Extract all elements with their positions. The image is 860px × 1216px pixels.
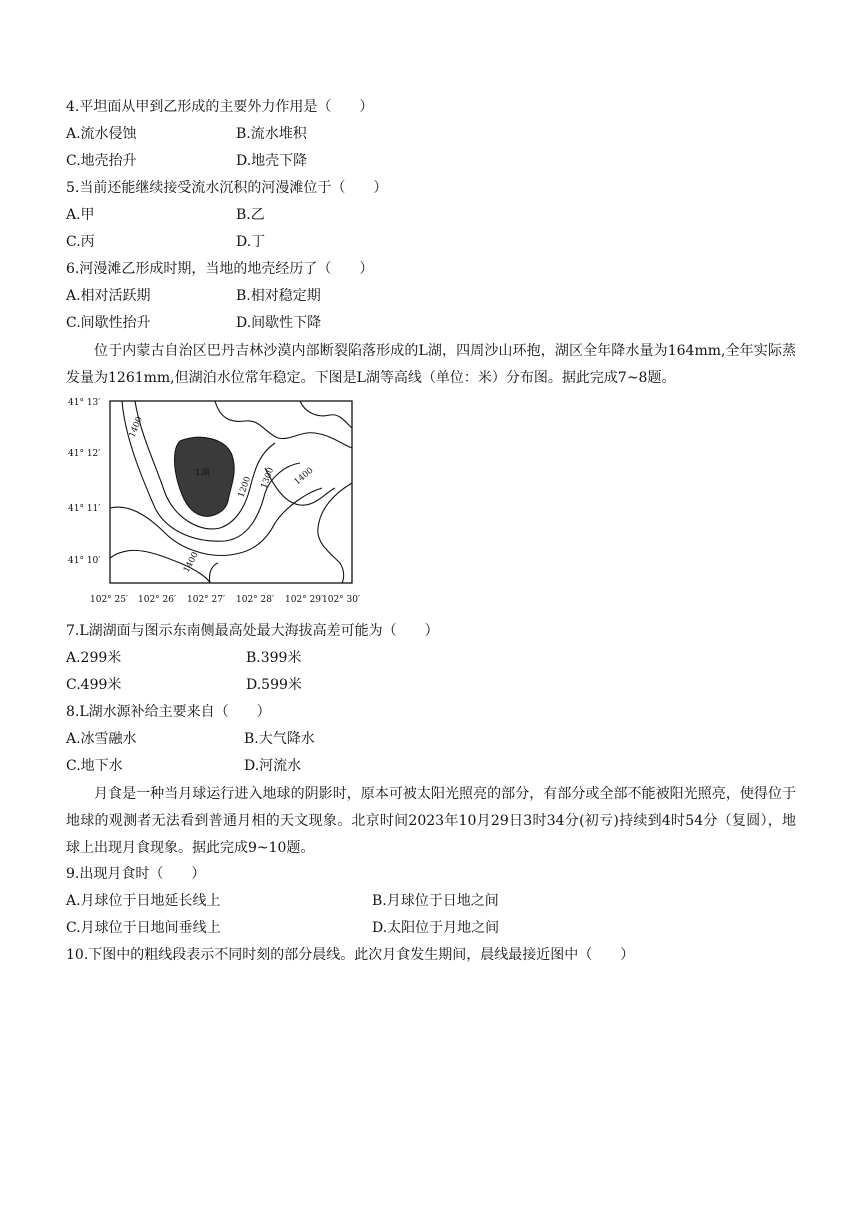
question-8-stem: 8.L湖水源补给主要来自（ ） [66,704,271,720]
passage-lake: 位于内蒙古自治区巴丹吉林沙漠内部断裂陷落形成的L湖，四周沙山环抱，湖区全年降水量为164mm,全年实际蒸发量为1261mm,但湖泊水位常年稳定。下图是L湖等高线（单位：米）分布图。据此完成7~8题。 [66,343,796,386]
question-5-stem: 5.当前还能继续接受流水沉积的河漫滩位于（ ） [66,180,388,196]
contour-label: 1400 [127,415,145,440]
question-9-stem: 9.出现月食时（ ） [66,866,206,882]
lon-label: 102° 27′ [187,595,226,605]
q8-option-d: D.河流水 [244,758,302,774]
q9-option-d: D.太阳位于月地之间 [372,920,500,936]
q9-option-c: C.月球位于日地间垂线上 [66,920,221,936]
q5-option-b: B.乙 [236,207,265,223]
lon-label: 102° 25′ [90,595,129,605]
lon-label: 102° 26′ [138,595,177,605]
map-frame [110,401,352,583]
question-6-stem: 6.河漫滩乙形成时期，当地的地壳经历了（ ） [66,261,374,277]
contour-label: 1400 [181,550,201,575]
passage-lunar-eclipse: 月食是一种当月球运行进入地球的阴影时，原本可被太阳光照亮的部分，有部分或全部不能被阳光照亮，使得位于地球的观测者无法看到普通月相的天文现象。北京时间2023年10月29日3时34分(初亏)持续到4时54分（复圆），地球上出现月食现象。据此完成9~10题。 [66,786,796,856]
q5-option-a: A.甲 [66,207,95,223]
q4-option-a: A.流水侵蚀 [66,126,137,142]
q6-option-c: C.间歇性抬升 [66,315,151,331]
lat-label: 41° 10′ [68,556,101,566]
q8-option-a: A.冰雪融水 [66,731,137,747]
question-4-stem: 4.平坦面从甲到乙形成的主要外力作用是（ ） [66,99,374,115]
q5-option-c: C.丙 [66,234,95,250]
q7-option-d: D.599米 [246,677,302,693]
contour-label: 1300 [259,466,277,491]
question-10-stem: 10.下图中的粗线段表示不同时刻的部分晨线。此次月食发生期间，晨线最接近图中（ ） [66,947,635,963]
question-7-stem: 7.L湖湖面与图示东南侧最高处最大海拔高差可能为（ ） [66,623,439,639]
lon-label: 102° 28′ [236,595,275,605]
q6-option-d: D.间歇性下降 [236,315,322,331]
lon-label: 102° 29′ [285,595,324,605]
contour-label: 1200 [236,475,254,500]
q9-option-a: A.月球位于日地延长线上 [66,893,221,909]
q5-option-d: D.丁 [236,234,266,250]
lat-label: 41° 13′ [68,398,101,408]
q7-option-c: C.499米 [66,677,122,693]
lon-label: 102° 30′ [322,595,360,605]
lat-label: 41° 11′ [68,504,101,514]
lake-label: L湖 [196,468,210,477]
q4-option-d: D.地壳下降 [236,153,308,169]
q4-option-c: C.地壳抬升 [66,153,137,169]
q4-option-b: B.流水堆积 [236,126,307,142]
q8-option-b: B.大气降水 [244,731,315,747]
q9-option-b: B.月球位于日地之间 [372,893,499,909]
contour-label: 1400 [292,465,316,488]
q6-option-a: A.相对活跃期 [66,288,151,304]
q7-option-b: B.399米 [246,650,302,666]
q6-option-b: B.相对稳定期 [236,288,321,304]
lake-contour-map [60,393,360,613]
lat-label: 41° 12′ [68,449,101,459]
q7-option-a: A.299米 [66,650,122,666]
q8-option-c: C.地下水 [66,758,123,774]
